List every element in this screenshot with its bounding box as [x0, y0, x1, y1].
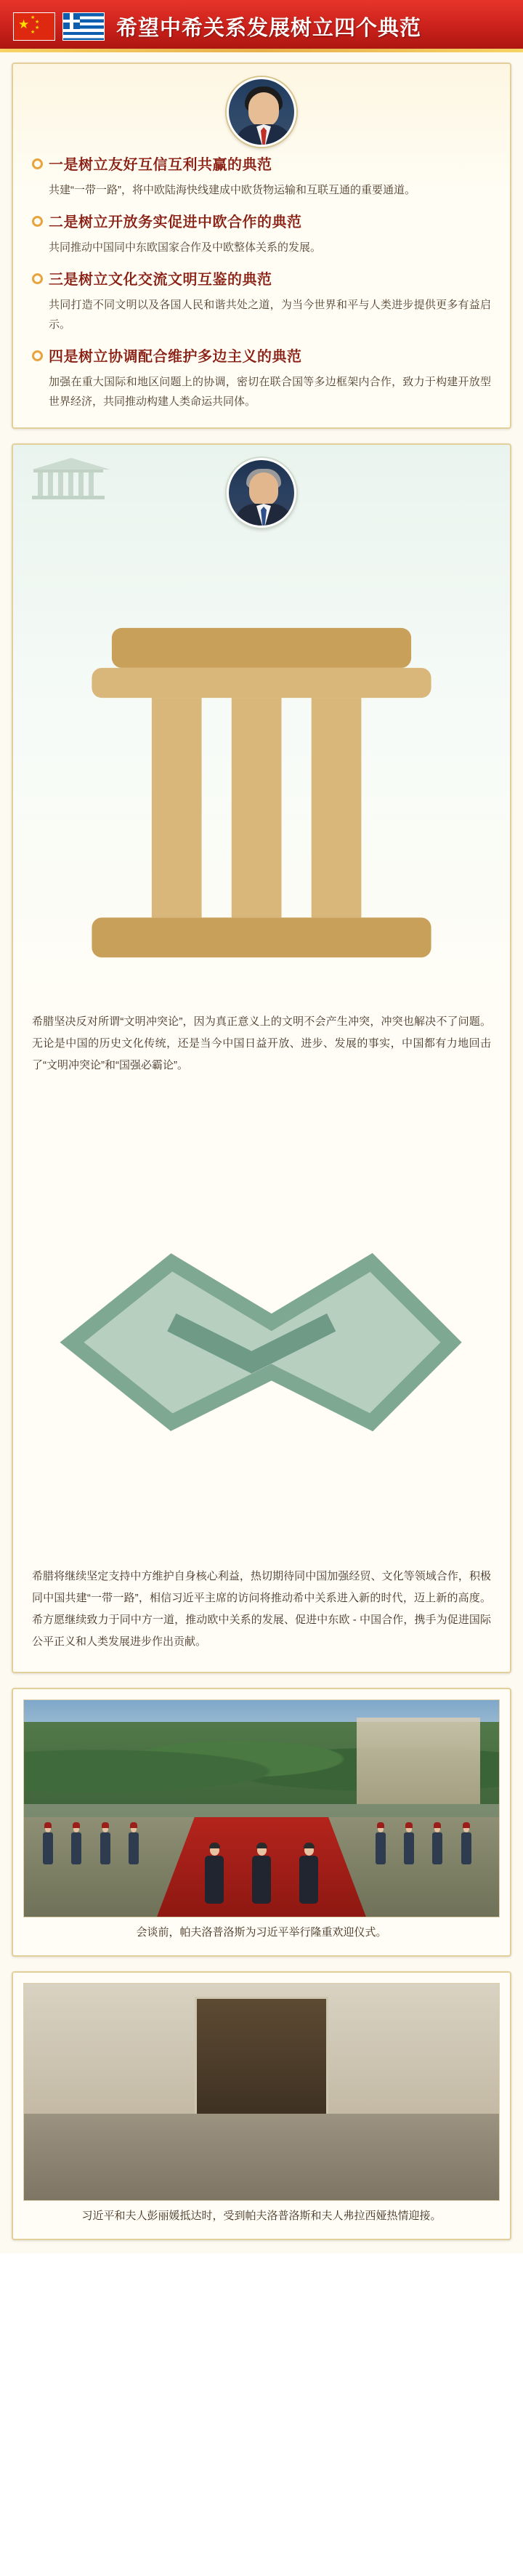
- portrait-face: [249, 472, 278, 506]
- greece-flag-canton: [63, 13, 80, 30]
- group-photo: [23, 1983, 500, 2201]
- flag-star-small: ★: [35, 25, 40, 31]
- list-item-title: 一是树立友好互信互利共赢的典范: [49, 157, 272, 173]
- acropolis-icon: [28, 455, 115, 503]
- photo-caption: 习近平和夫人彭丽媛抵达时，受到帕夫洛普洛斯和夫人弗拉西娅热情迎接。: [81, 2210, 442, 2222]
- highlight-list: [13, 154, 510, 411]
- flag-star-small: ★: [35, 19, 40, 25]
- list-item: [32, 346, 491, 411]
- bullet-icon: [32, 350, 43, 361]
- photo-card-ceremony: [12, 1688, 511, 1957]
- statement-text: 希腊坚决反对所谓“文明冲突论”，因为真正意义上的文明不会产生冲突，冲突也解决不了问题。无论是中国的历史文化传统，还是当今中国日益开放、进步、发展的事实，中国都有力地回击了“文明冲突论”和“国强必霸论”。: [32, 1015, 491, 1071]
- bullet-icon: [32, 273, 43, 284]
- spacer: [13, 1076, 510, 1090]
- list-item-title: 三是树立文化交流文明互鉴的典范: [49, 272, 272, 288]
- china-flag-icon: [13, 12, 55, 41]
- statement-paragraph-1: [13, 548, 510, 1076]
- column-icon: [32, 548, 491, 1007]
- list-item: [32, 269, 491, 334]
- flag-star-small: ★: [31, 15, 36, 20]
- photo-guard: [404, 1819, 414, 1864]
- photo-guard: [461, 1819, 471, 1864]
- handshake-icon: [32, 1103, 491, 1562]
- statement-paragraph-2: [13, 1103, 510, 1653]
- statement-text: 希腊将继续坚定支持中方维护自身核心利益，热切期待同中国加强经贸、文化等领域合作，积极同中国共建“一带一路”，相信习近平主席的访问将推动希中关系进入新的时代，迈上新的高度。希方愿继续致力于同中方一道，推动欧中关系的发展、促进中东欧 - 中国合作，携手为促进国际公平正义和人类发展进步作出贡献。: [32, 1570, 491, 1648]
- photo-walking-leader: [252, 1834, 271, 1904]
- header-banner: [0, 0, 523, 52]
- photo-guard: [71, 1819, 81, 1864]
- highlights-card: [12, 63, 511, 429]
- portrait-face: [248, 92, 279, 127]
- list-item-body: 共同推动中国同中东欧国家合作及中欧整体关系的发展。: [49, 241, 322, 254]
- list-item-title: 四是树立协调配合维护多边主义的典范: [49, 349, 302, 365]
- photo-doorway: [195, 1997, 328, 2118]
- greece-statement-card: [12, 443, 511, 1673]
- list-item: [32, 154, 491, 200]
- pavlopoulos-portrait: [227, 458, 296, 528]
- bottom-spacer: [0, 2240, 523, 2253]
- xi-jinping-portrait: [227, 77, 296, 147]
- list-item-head: [32, 212, 491, 233]
- page-title: 希望中希关系发展树立四个典范: [116, 16, 422, 40]
- flag-star-large: ★: [18, 17, 30, 31]
- photo-guard: [376, 1819, 386, 1864]
- photo-guard: [432, 1819, 442, 1864]
- list-item-head: [32, 269, 491, 291]
- list-item-body: 共同打造不同文明以及各国人民和谐共处之道，为当今世界和平与人类进步提供更多有益启示。: [49, 299, 491, 331]
- flag-star-small: ★: [31, 29, 36, 35]
- bullet-icon: [32, 216, 43, 227]
- photo-guard: [43, 1819, 53, 1864]
- photo-walking-leader: [299, 1834, 318, 1904]
- portrait-container: [13, 64, 510, 154]
- list-item-body: 共建“一带一路”，将中欧陆海快线建成中欧货物运输和互联互通的重要通道。: [49, 184, 415, 196]
- greece-flag-icon: [62, 12, 105, 41]
- list-item-head: [32, 346, 491, 368]
- photo-caption: 会谈前，帕夫洛普洛斯为习近平举行隆重欢迎仪式。: [136, 1926, 387, 1939]
- photo-guard: [100, 1819, 110, 1864]
- list-item-title: 二是树立开放务实促进中欧合作的典范: [49, 214, 302, 230]
- bullet-icon: [32, 158, 43, 169]
- photo-card-group: [12, 1971, 511, 2240]
- list-item-head: [32, 154, 491, 176]
- list-item: [32, 212, 491, 257]
- list-item-body: 加强在重大国际和地区问题上的协调，密切在联合国等多边框架内合作，致力于构建开放型世界经济，共同推动构建人类命运共同体。: [49, 376, 491, 408]
- photo-floor: [24, 2114, 499, 2200]
- photo-building: [357, 1718, 480, 1804]
- welcome-ceremony-photo: [23, 1699, 500, 1917]
- photo-guard: [129, 1819, 139, 1864]
- photo-walking-leader: [205, 1834, 224, 1904]
